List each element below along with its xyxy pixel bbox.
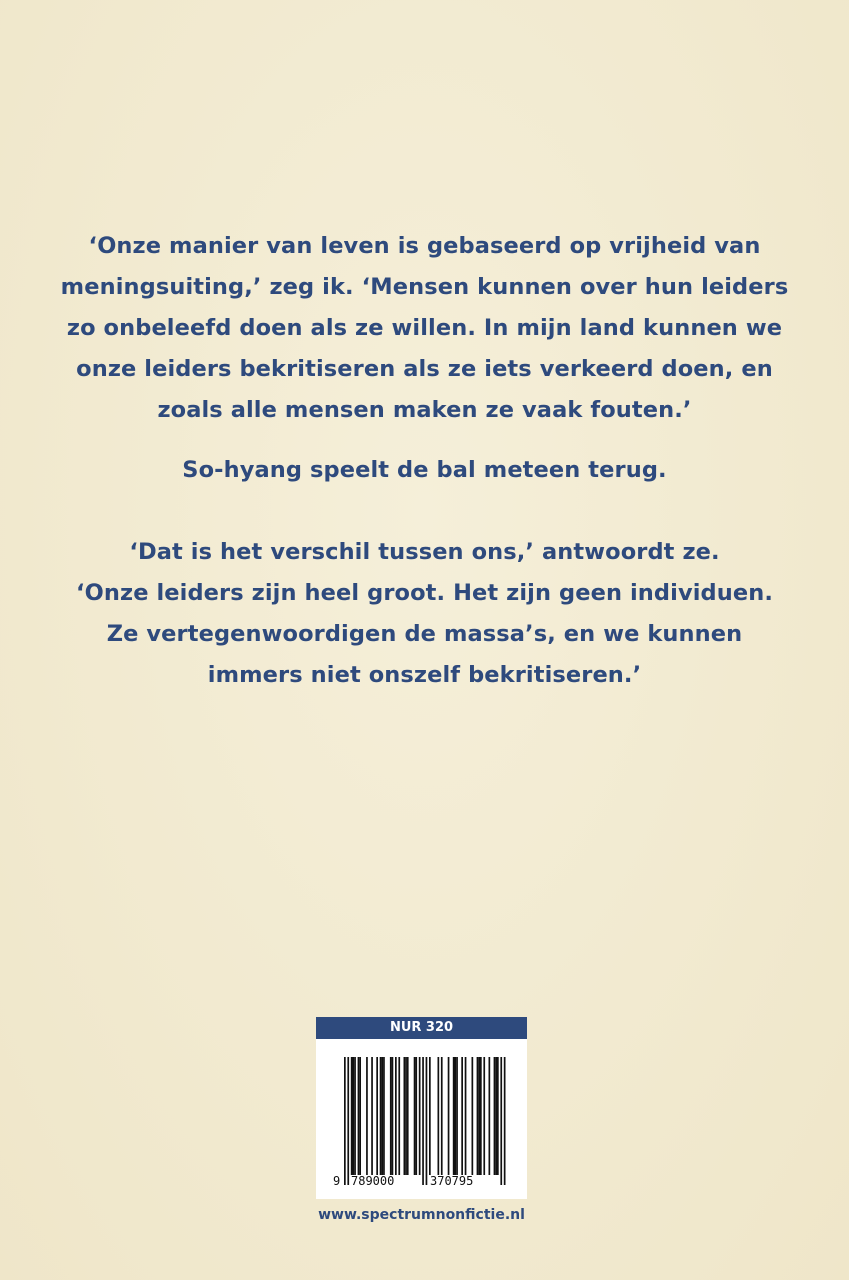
barcode-bar [404,1057,406,1175]
barcode-bar [497,1057,499,1175]
barcode-bar [422,1057,424,1185]
barcode-digits: 9 [333,1174,341,1188]
barcode-bar [354,1057,356,1175]
barcode-bar [500,1057,502,1185]
barcode-bar [380,1057,382,1175]
quote-line: immers niet onszelf bekritiseren.’ [207,662,642,688]
barcode-bar [461,1057,463,1175]
barcode-bar [359,1057,361,1175]
barcode-bar [504,1057,506,1185]
barcode-bar [426,1057,428,1185]
barcode-graphic [316,1039,527,1199]
quote-line: onze leiders bekritiseren als ze iets verkeerd doen, en [76,356,773,382]
barcode-bar [477,1057,479,1175]
barcode-bar [381,1057,383,1175]
barcode-bar [483,1057,485,1175]
barcode-bar [441,1057,443,1175]
website-link[interactable]: www.spectrumnonfictie.nl [318,1207,525,1223]
barcode-bar [478,1057,480,1175]
barcode-bar [351,1057,353,1175]
quote-paragraph-1 [60,226,789,431]
barcode-bar [494,1057,496,1175]
barcode-bar [495,1057,497,1175]
barcode-digits: 370795 [430,1174,474,1188]
barcode-bar [453,1057,455,1175]
quote-line: Ze vertegenwoordigen de massa’s, en we kunnen [106,621,743,647]
barcode-bar [448,1057,450,1175]
barcode-bar [347,1057,349,1185]
barcode-bar [480,1057,482,1175]
barcode-bar [353,1057,355,1175]
quote-paragraph-3 [60,532,789,696]
quote-line: zoals alle mensen maken ze vaak fouten.’ [157,397,692,423]
barcode-bar [465,1057,467,1175]
nur-label: NUR 320 [316,1017,527,1039]
barcode-bar [392,1057,394,1175]
barcode-bar [415,1057,417,1175]
barcode-bar [438,1057,440,1175]
barcode-bar [376,1057,378,1175]
barcode-bar [358,1057,360,1175]
barcode-bar [344,1057,346,1185]
quote-line: meningsuiting,’ zeg ik. ‘Mensen kunnen over hun leiders [60,274,789,300]
barcode-bar [395,1057,397,1175]
barcode-bar [398,1057,400,1175]
barcode-bar [489,1057,491,1175]
quote-line: ‘Onze manier van leven is gebaseerd op vrijheid van [88,233,761,259]
quote-line: ‘Dat is het verschil tussen ons,’ antwoordt ze. [129,539,720,565]
barcode-bar [390,1057,392,1175]
barcode-bar [455,1057,457,1175]
barcode-bar [383,1057,385,1175]
barcode-bar [414,1057,416,1175]
barcode-bar [371,1057,373,1175]
barcode-digits: 789000 [351,1174,395,1188]
barcode-bar [429,1057,431,1175]
quote-line: ‘Onze leiders zijn heel groot. Het zijn geen individuen. [76,580,773,606]
quote-line: zo onbeleefd doen als ze willen. In mijn land kunnen we [66,315,783,341]
barcode-bar [472,1057,474,1175]
isbn-barcode [316,1039,527,1199]
barcode-bar [366,1057,368,1175]
barcode-bar [405,1057,407,1175]
barcode-bar [419,1057,421,1175]
barcode-bar [456,1057,458,1175]
quote-paragraph-2: So-hyang speelt de bal meteen terug. [182,457,667,483]
barcode-bar [407,1057,409,1175]
